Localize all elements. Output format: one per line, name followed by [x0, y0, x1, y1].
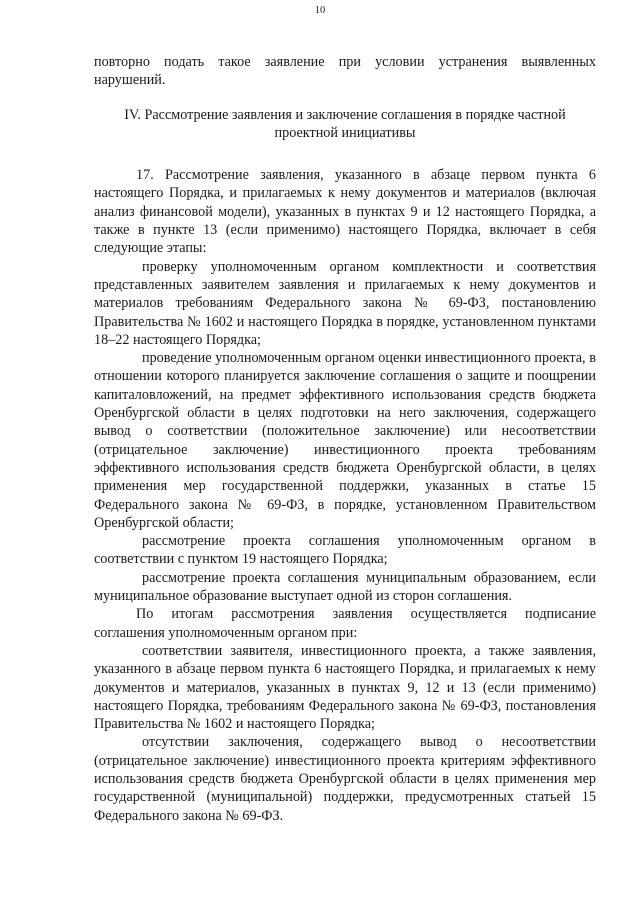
paragraph-continuation: повторно подать такое заявление при условии устранения выявленных нарушений. — [94, 54, 596, 89]
paragraph-stage-municipal-review: рассмотрение проекта соглашения муниципальным образованием, если муниципальное образование выступает одной из сторон соглашения. — [94, 569, 596, 605]
paragraph-item-17: 17. Рассмотрение заявления, указанного в абзаце первом пункта 6 настоящего Порядка, и прилагаемых к нему документов и материалов (включая анализ финансовой модели), указанных в пунктах 9 и 12 настоящего Порядка, а также в пункте 13 (если применимо) настоящего Порядка, включает в себя следующие этапы: — [94, 167, 596, 257]
paragraph-stage-evaluation: проведение уполномоченным органом оценки инвестиционного проекта, в отношении которого планируется заключение соглашения о защите и поощрении капиталовложений, на предмет эффективного использования средств бюджета Оренбургской области в целях подготовки на него заключения, содержащего вывод о соответствии (положительное заключение) или несоответствии (отрицательное заключение) инвестиционного проекта требованиям эффективного использования средств бюджета Оренбургской области, в целях применения мер государственной поддержки, указанных в статье 15 Федерального закона № 69-ФЗ, в порядке, установленном Правительством Оренбургской области; — [94, 350, 596, 531]
paragraph-stage-check: проверку уполномоченным органом комплектности и соответствия представленных заявителем заявления и прилагаемых к нему документов и материалов требованиям Федерального закона № 69-ФЗ, постановлению Правительства № 1602 и настоящего Порядка в порядке, установленном пунктами 18–22 настоящего Порядка; — [94, 258, 596, 348]
paragraph-condition-no-negative: отсутствии заключения, содержащего вывод о несоответствии (отрицательное заключение) инвестиционного проекта критериям эффективного использования средств бюджета Оренбургской области в целях применения мер государственной (муниципальной) поддержки, предусмотренных статьей 15 Федерального закона № 69-ФЗ. — [94, 734, 596, 824]
paragraph-signing: По итогам рассмотрения заявления осуществляется подписание соглашения уполномоченным органом при: — [94, 606, 596, 641]
section-heading: IV. Рассмотрение заявления и заключение соглашения в порядке частной проектной инициативы — [124, 106, 566, 141]
document-body — [94, 53, 596, 825]
paragraph-condition-compliance: соответствии заявителя, инвестиционного проекта, а также заявления, указанного в абзаце первом пункта 6 настоящего Порядка, и прилагаемых к нему документов и материалов, указанных в пунктах 9, 12 и 13 (если применимо) настоящего Порядка, требованиям Федерального закона № 69-ФЗ, постановления Правительства № 1602 и настоящего Порядка; — [94, 642, 596, 733]
paragraph-stage-agreement-review: рассмотрение проекта соглашения уполномоченным органом в соответствии с пунктом 19 настоящего Порядка; — [94, 533, 596, 568]
page-number: 10 — [314, 5, 326, 16]
